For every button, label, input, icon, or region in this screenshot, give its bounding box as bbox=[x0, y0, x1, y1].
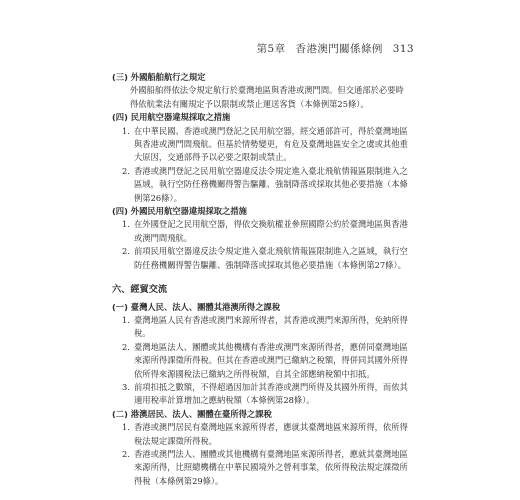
item-text: 臺灣地區法人、團體或其他機構有香港或澳門來源所得者，應併同臺灣地區來源所得課徵所得稅。但其在香港或澳門已繳納之稅額，得併同其國外所得依所得來源國稅法已繳納之所得稅額，自其全部應納稅額中扣抵。 bbox=[134, 341, 408, 379]
item-text: 臺灣地區人民有香港或澳門來源所得者，其香港或澳門來源所得，免納所得稅。 bbox=[134, 314, 408, 339]
section-heading: 六、經貿交流 bbox=[112, 284, 168, 296]
list-item bbox=[122, 218, 408, 245]
list-item bbox=[122, 314, 408, 341]
item-number: 2. bbox=[122, 448, 130, 459]
item-text: 在中華民國、香港或澳門登記之民用航空器，經交通部許可，得於臺灣地區與香港或澳門間飛航。但基於情勢變更，有危及臺灣地區安全之虞或其他重大原因，交通部得予以必要之限制或禁止。 bbox=[134, 125, 408, 163]
list-item bbox=[122, 421, 408, 448]
item-number: 2. bbox=[122, 341, 130, 352]
subsection-heading: (四) 外國民用航空器違規採取之措施 bbox=[112, 206, 247, 217]
subsection-heading: (三) 外國船舶航行之規定 bbox=[112, 72, 206, 82]
item-text: 香港或澳門登記之民用航空器違反法令規定進入臺北飛航情報區限制進入之區域，執行空防任務機關得警告驅離、強制降落或採取其他必要措施（本條例第26條）。 bbox=[134, 165, 408, 203]
list-item bbox=[122, 245, 408, 272]
item-number: 1. bbox=[122, 422, 130, 433]
chapter-label: 第5章 bbox=[256, 43, 286, 55]
item-number: 1. bbox=[122, 219, 130, 230]
page-body bbox=[112, 71, 408, 488]
item-number: 2. bbox=[122, 246, 130, 257]
chapter-title: 香港澳門關係條例 bbox=[295, 43, 383, 55]
item-number: 1. bbox=[122, 314, 130, 325]
list-item bbox=[122, 381, 408, 408]
item-number: 1. bbox=[122, 125, 130, 136]
item-text: 前項民用航空器違反法令規定進入臺北飛航情報區限制進入之區域，執行空防任務機關得警告驅離、強制降落或採取其他必要措施（本條例第27條）。 bbox=[134, 246, 408, 270]
item-text: 香港或澳門法人、團體或其他機構有臺灣地區來源所得者，應就其臺灣地區來源所得，比照總機構在中華民國境外之營利事業，依所得稅法規定課徵所得稅（本條例第29條）。 bbox=[134, 448, 408, 486]
item-text: 在外國登記之民用航空器，得依交換航權並參照國際公約於臺灣地區與香港或澳門間飛航。 bbox=[134, 219, 408, 243]
item-text: 香港或澳門居民有臺灣地區來源所得者，應就其臺灣地區來源所得，依所得稅法規定課徵所得稅。 bbox=[134, 422, 408, 446]
running-header bbox=[257, 41, 414, 56]
subsection-heading: (四) 民用航空器違規採取之措施 bbox=[112, 112, 231, 123]
subsection-heading: (一) 臺灣人民、法人、團體其港澳所得之課稅 bbox=[112, 301, 281, 312]
list-item bbox=[122, 125, 408, 165]
item-number: 2. bbox=[122, 165, 130, 176]
item-text: 前項扣抵之數額，不得超過因加計其香港或澳門所得及其國外所得，而依其適用稅率計算增加之應納稅額（本條例第28條）。 bbox=[134, 381, 408, 406]
list-item bbox=[122, 448, 408, 488]
page-number: 313 bbox=[392, 43, 414, 55]
paragraph: 外國船舶得依法令規定航行於臺灣地區與香港或澳門間。但交通部於必要時得依航業法有關規定予以限制或禁止運送客貨（本條例第25條）。 bbox=[130, 85, 404, 109]
subsection-heading: (二) 港澳居民、法人、團體在臺所得之課稅 bbox=[112, 408, 272, 419]
list-item bbox=[122, 165, 408, 205]
item-number: 3. bbox=[122, 381, 130, 392]
list-item bbox=[122, 341, 408, 381]
